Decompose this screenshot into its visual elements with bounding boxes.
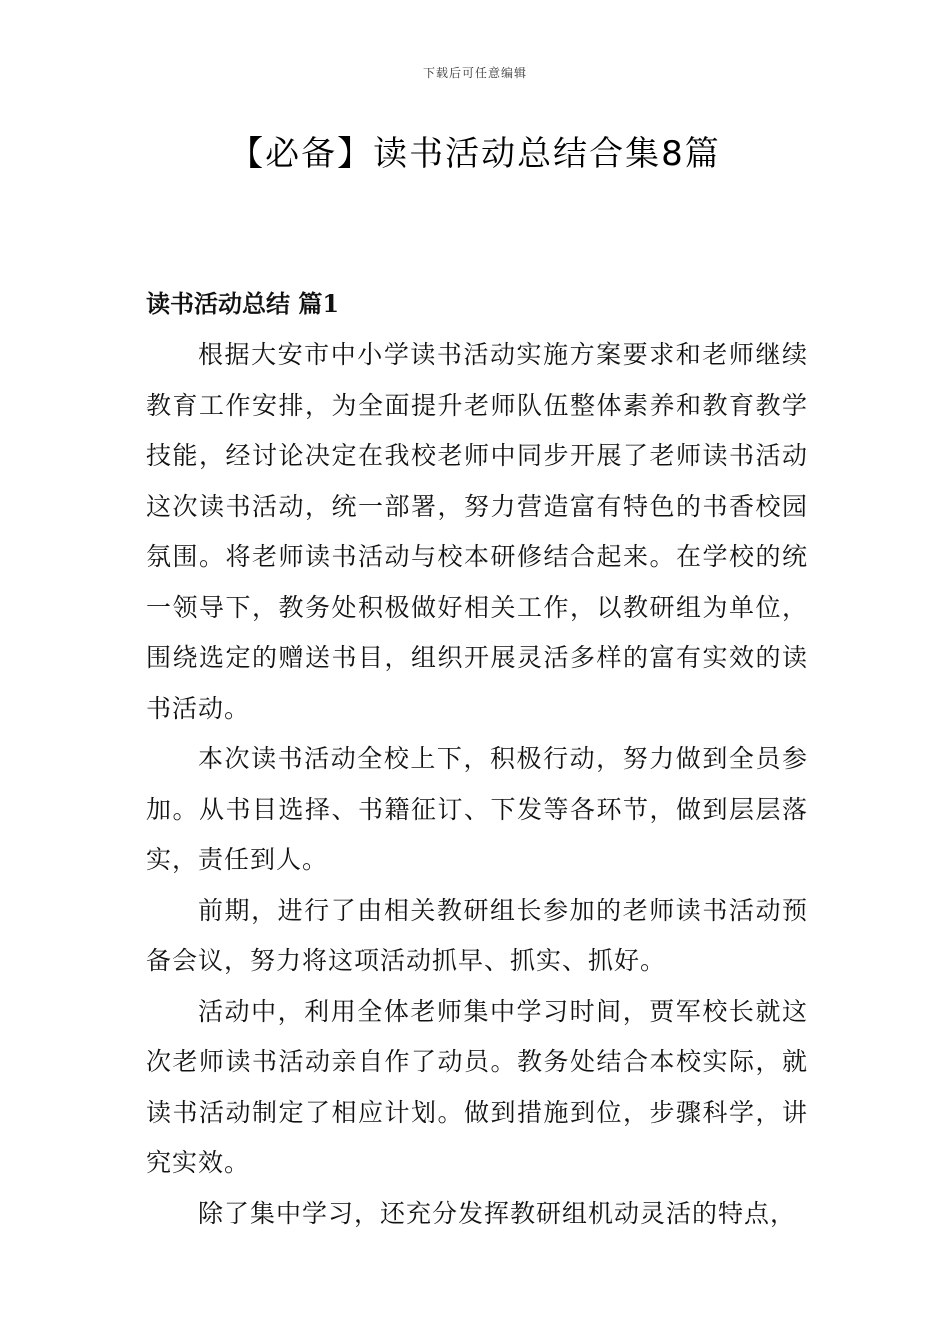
paragraph: 活动中，利用全体老师集中学习时间，贾军校长就这次老师读书活动亲自作了动员。教务处结合本校实际，就读书活动制定了相应计划。做到措施到位，步骤科学，讲究实效。: [146, 996, 808, 1177]
paragraph: 除了集中学习，还充分发挥教研组机动灵活的特点，: [198, 1198, 797, 1228]
document-body: [146, 330, 808, 1239]
section-heading: 读书活动总结 篇1: [146, 289, 340, 318]
header-note: 下载后可任意编辑: [422, 66, 527, 80]
paragraph: 根据大安市中小学读书活动实施方案要求和老师继续教育工作安排，为全面提升老师队伍整体素养和教育教学技能，经讨论决定在我校老师中同步开展了老师读书活动这次读书活动，统一部署，努力营造富有特色的书香校园氛围。将老师读书活动与校本研修结合起来。在学校的统一领导下，教务处积极做好相关工作，以教研组为单位，围绕选定的赠送书目，组织开展灵活多样的富有实效的读书活动。: [146, 340, 808, 723]
paragraph: 本次读书活动全校上下，积极行动，努力做到全员参加。从书目选择、书籍征订、下发等各环节，做到层层落实，责任到人。: [146, 744, 808, 874]
document-title: 【必备】读书活动总结合集8篇: [229, 134, 721, 174]
paragraph: 前期，进行了由相关教研组长参加的老师读书活动预备会议，努力将这项活动抓早、抓实、抓好。: [146, 895, 808, 975]
